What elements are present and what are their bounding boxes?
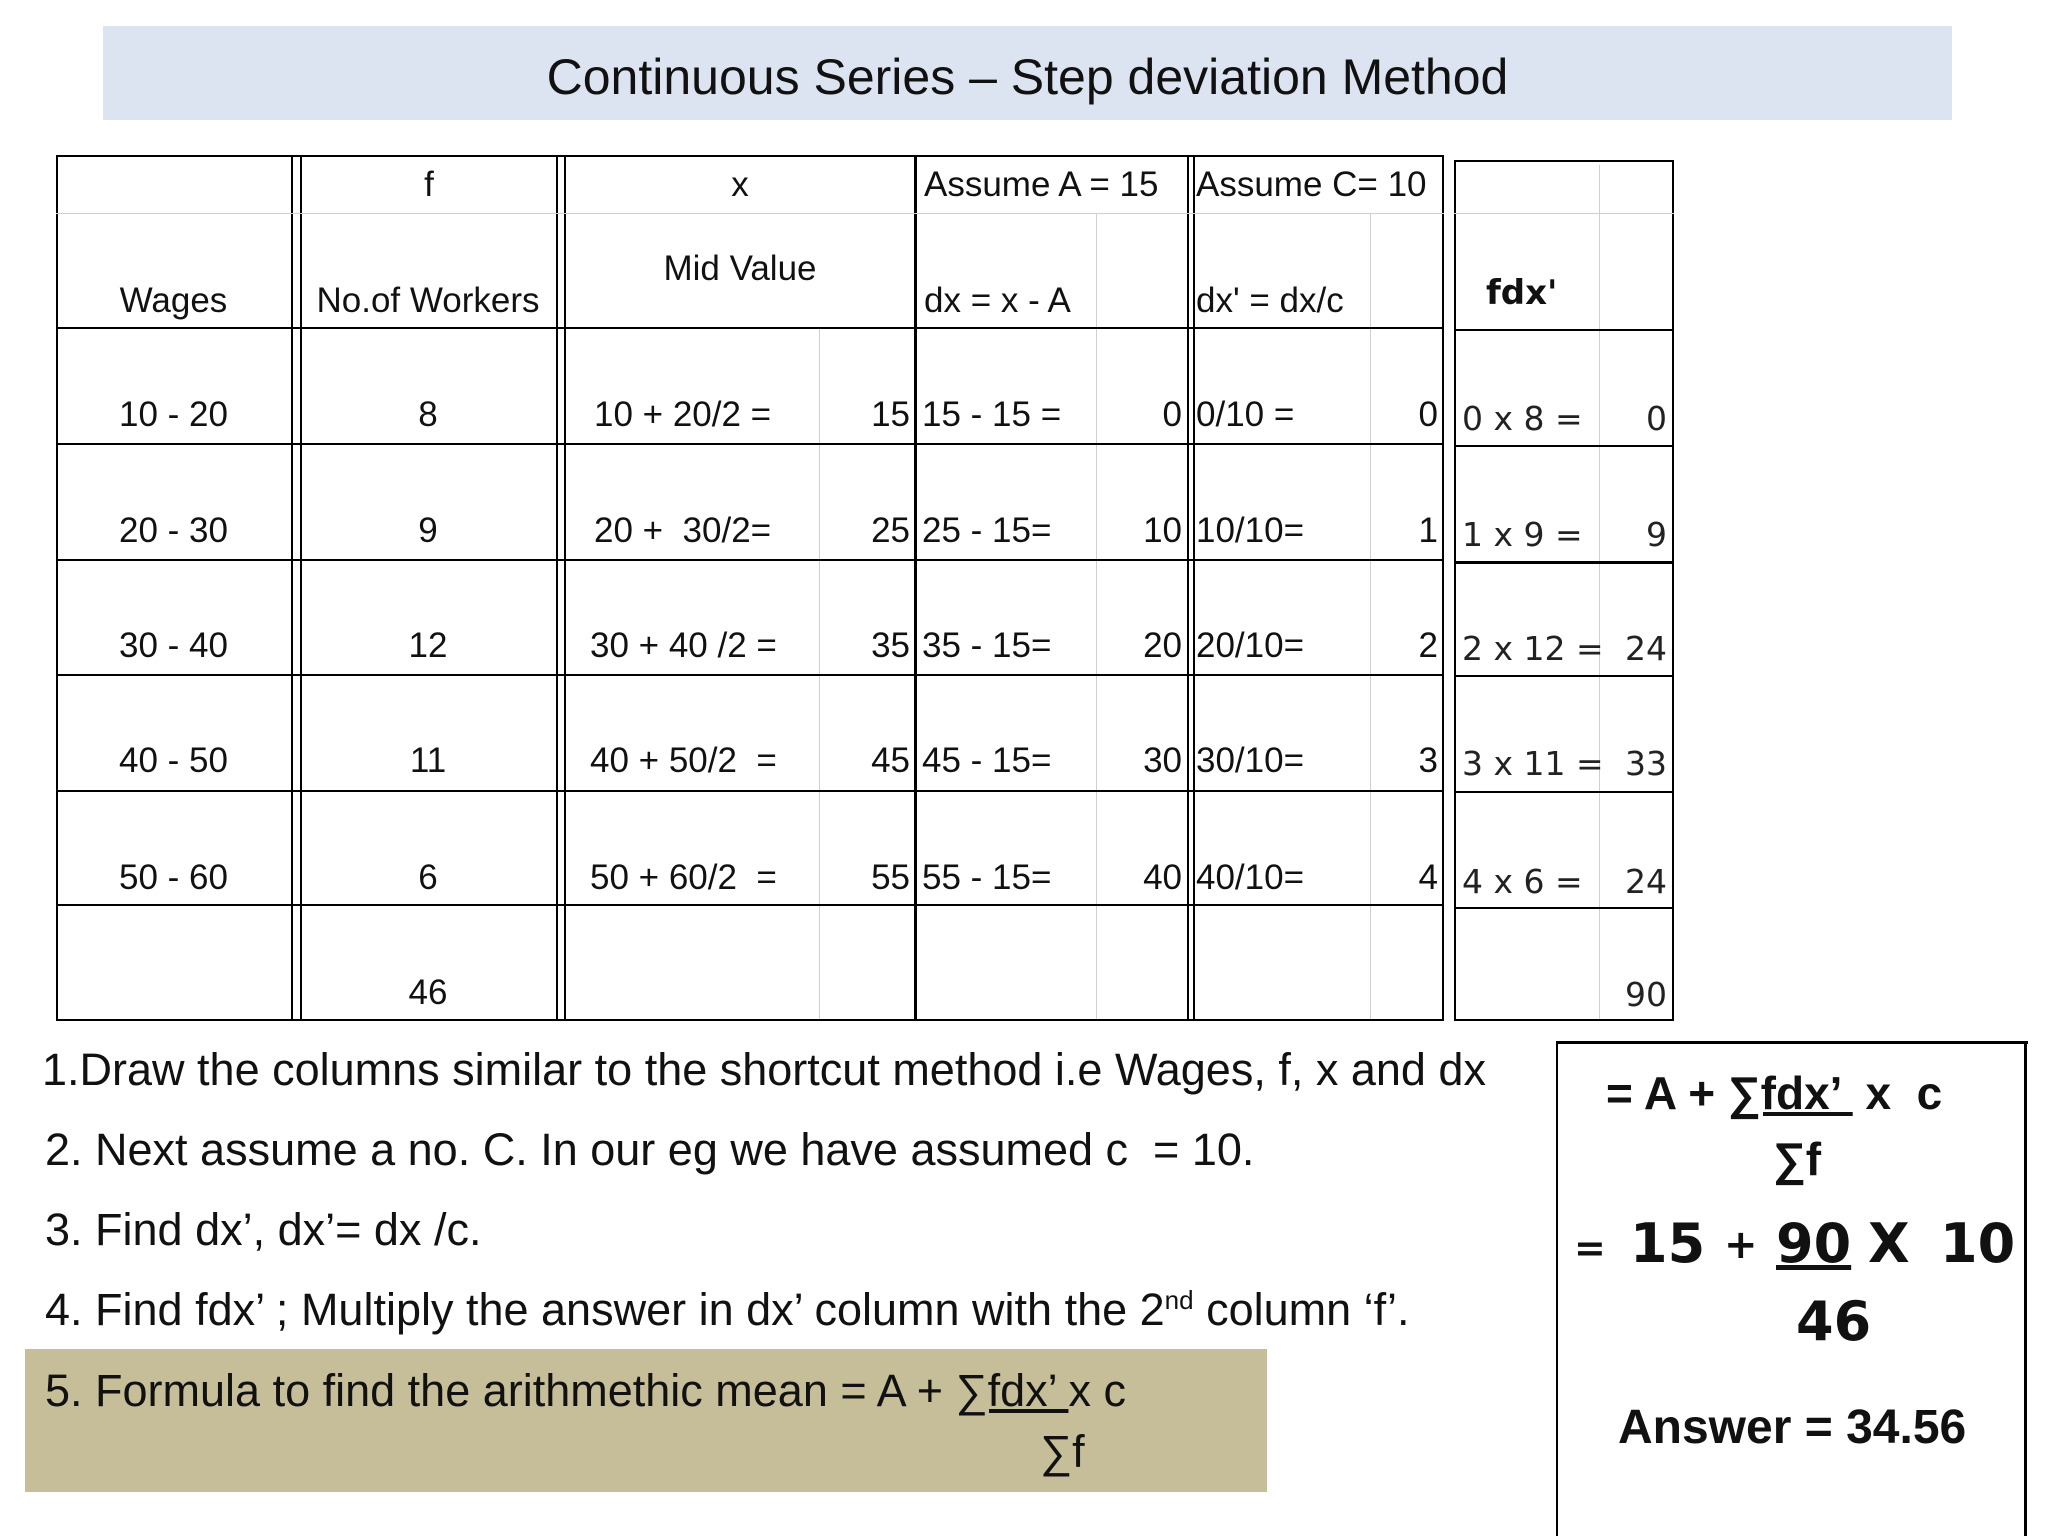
cell-dxp-calc: 30/10= [1196, 741, 1305, 780]
total-fdx: 90 [1625, 975, 1667, 1014]
step-5-denominator: ∑f [1040, 1426, 1085, 1477]
formula-line-1-denominator: ∑f [1773, 1133, 1822, 1185]
step-1: 1.Draw the columns similar to the shortcut method i.e Wages, f, x and dx [42, 1044, 1486, 1095]
header-wages: Wages [119, 281, 228, 320]
cell-dxp-calc: 10/10= [1196, 511, 1305, 550]
cell-dx-calc: 35 - 15= [922, 626, 1052, 665]
formula-plus: + [1724, 1222, 1758, 1268]
cell-fdx-calc: 4 x 6 = [1462, 862, 1583, 901]
header-dx-prime: dx' = dx/c [1196, 281, 1344, 320]
cell-dx-calc: 55 - 15= [922, 858, 1052, 897]
cell-f: 8 [418, 395, 438, 434]
cell-f: 9 [418, 511, 438, 550]
cell-f: 11 [409, 741, 447, 780]
cell-fdx-calc: 2 x 12 = [1462, 629, 1604, 668]
cell-dx: 0 [1162, 395, 1182, 434]
cell-x: 55 [871, 858, 910, 897]
cell-x-calc: 10 + 20/2 = [594, 395, 772, 434]
cell-f: 12 [408, 626, 448, 665]
cell-fdx-calc: 1 x 9 = [1462, 515, 1583, 554]
cell-fdx: 9 [1646, 515, 1667, 554]
cell-x-calc: 40 + 50/2 = [590, 741, 777, 780]
total-f: 46 [408, 973, 448, 1012]
cell-dxp: 0 [1418, 395, 1438, 434]
header-x: x [731, 165, 749, 204]
cell-fdx-calc: 3 x 11 = [1462, 744, 1604, 783]
formula-c-value: 10 [1940, 1212, 2016, 1275]
cell-wages: 50 - 60 [119, 858, 228, 897]
cell-fdx: 0 [1646, 399, 1667, 438]
cell-dx: 40 [1143, 858, 1182, 897]
cell-x: 25 [871, 511, 910, 550]
header-mid-value: Mid Value [663, 249, 817, 288]
formula-times: X [1868, 1212, 1910, 1275]
cell-x: 45 [871, 741, 910, 780]
cell-dx-calc: 15 - 15 = [922, 395, 1062, 434]
page-title: Continuous Series – Step deviation Method [546, 49, 1509, 105]
cell-dxp: 3 [1418, 741, 1438, 780]
step-4: 4. Find fdx’ ; Multiply the answer in dx’ column with the 2nd column ‘f’. [45, 1284, 1410, 1335]
cell-dx: 10 [1143, 511, 1182, 550]
formula-a-value: 15 [1630, 1212, 1706, 1275]
cell-fdx: 33 [1625, 744, 1667, 783]
cell-wages: 10 - 20 [119, 395, 228, 434]
header-dx: dx = x - A [924, 281, 1071, 320]
formula-box-top [1556, 1041, 2028, 1044]
formula-box-right [2024, 1041, 2027, 1536]
cell-dx-calc: 25 - 15= [922, 511, 1052, 550]
formula-line-1: = A + ∑fdx’ x c [1606, 1067, 1943, 1119]
cell-dx-calc: 45 - 15= [922, 741, 1052, 780]
header-assume-a: Assume A = 15 [924, 165, 1159, 204]
cell-wages: 30 - 40 [119, 626, 228, 665]
formula-numerator: 90 [1776, 1212, 1852, 1275]
cell-dxp: 1 [1418, 511, 1438, 550]
step-5: 5. Formula to find the arithmethic mean = A + ∑fdx’ x c [45, 1365, 1126, 1416]
cell-dx: 20 [1143, 626, 1182, 665]
cell-fdx: 24 [1625, 862, 1667, 901]
cell-dxp-calc: 20/10= [1196, 626, 1305, 665]
cell-f: 6 [418, 858, 438, 897]
cell-dxp-calc: 40/10= [1196, 858, 1305, 897]
cell-fdx: 24 [1625, 629, 1667, 668]
cell-x-calc: 30 + 40 /2 = [590, 626, 777, 665]
header-assume-c: Assume C= 10 [1196, 165, 1427, 204]
cell-dxp-calc: 0/10 = [1196, 395, 1295, 434]
cell-x-calc: 50 + 60/2 = [590, 858, 777, 897]
header-fdx: fdx' [1486, 273, 1558, 313]
cell-dx: 30 [1143, 741, 1182, 780]
cell-dxp: 2 [1418, 626, 1438, 665]
answer-text: Answer = 34.56 [1618, 1401, 1967, 1454]
cell-fdx-calc: 0 x 8 = [1462, 399, 1583, 438]
cell-x: 15 [871, 395, 910, 434]
cell-x: 35 [871, 626, 910, 665]
step-deviation-table [56, 155, 1674, 1021]
formula-box-left [1556, 1041, 1558, 1536]
cell-wages: 20 - 30 [119, 511, 228, 550]
title-banner [103, 26, 1952, 120]
cell-x-calc: 20 + 30/2= [594, 511, 772, 550]
formula-equals: = [1574, 1226, 1606, 1270]
header-workers: No.of Workers [316, 281, 540, 320]
header-f: f [424, 165, 434, 204]
formula-denominator: 46 [1796, 1290, 1872, 1353]
step-3: 3. Find dx’, dx’= dx /c. [45, 1204, 482, 1255]
cell-wages: 40 - 50 [119, 741, 228, 780]
cell-dxp: 4 [1418, 858, 1438, 897]
step-2: 2. Next assume a no. C. In our eg we have assumed c = 10. [45, 1124, 1255, 1175]
